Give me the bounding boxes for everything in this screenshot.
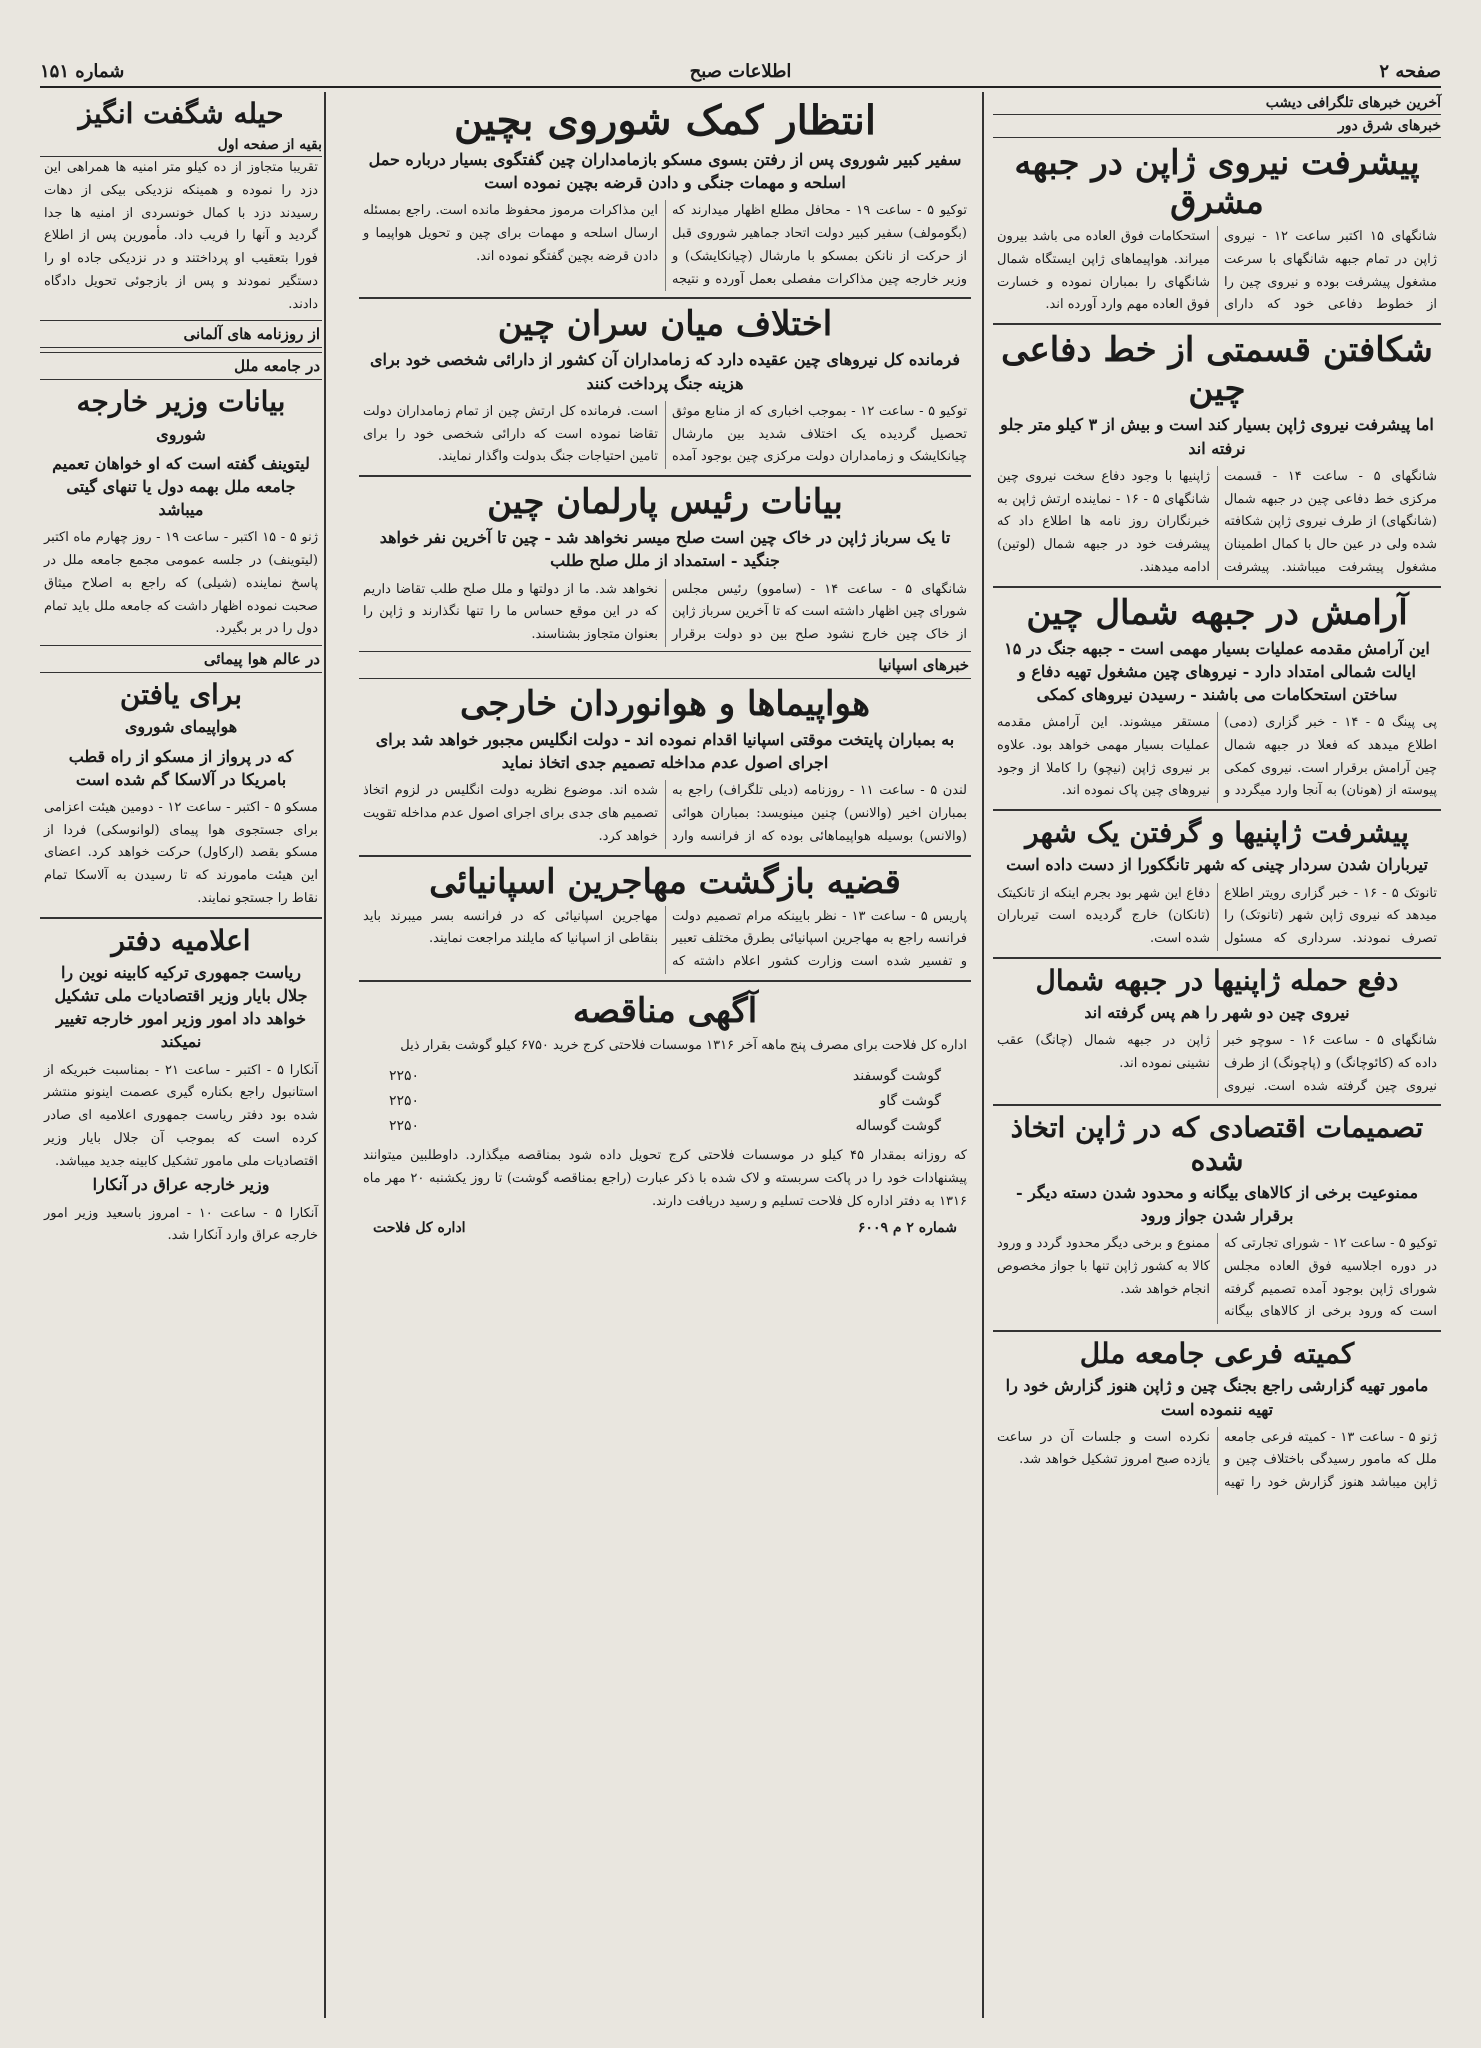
column-divider (982, 92, 984, 2018)
divider (993, 809, 1441, 811)
article-subhead: که در پرواز از مسکو از راه قطب بامریکا در آلاسکا گم شده است (68, 746, 294, 789)
article-subhead: تیرباران شدن سردار چینی که شهر تانگکورا از دست داده است (1006, 855, 1428, 875)
article-body: لندن ۵ - ساعت ۱۱ - روزنامه (دیلی تلگراف) راجع به بمباران اخیر (والانس) چنین مینویسد: بمباران هوائی (والانس) بوسیله هواپیماهائی بوده که از فرانسه وارد شده اند. موضوع نظریه دولت انگلیس در لزوم اتخاذ تصمیم های جدی برای اجرای اصول عدم مداخله تقویت خواهد کرد. (363, 783, 968, 844)
article-headline: انتظار کمک شوروی بچین (454, 97, 876, 144)
ad-item-name: گوشت گاو (879, 1092, 941, 1109)
article-subhead: سفیر کبیر شوروی پس از رفتن بسوی مسکو بازمامداران چین گفتگوی بسیار درباره حمل اسلحه و مهمات جنگی و دادن قرضه بچین نموده است (368, 150, 962, 193)
article-body: تانوتک ۵ - ۱۶ - خبر گزاری رویتر اطلاع میدهد که نیروی ژاپن شهر (تانوتک) را تصرف نمودند. سرداری که مسئول دفاع این شهر بود بجرم اینکه از تانکیتک (تانکان) خارج گردیده است تیرباران شده است. (997, 885, 1437, 947)
article-body: تقریبا متجاوز از ده کیلو متر امنیه ها همراهی این دزد را نموده و همینکه نزدیکی بیکی از دهات رسیدند دزد با کمال خونسردی از امنیه ها جدا گردید و آنها را فریب داد. مأمورین پس از اطلاع فورا بتعقیب او پرداختند و در نزدیکی جاده او را دستگیر نمودند و پس از بازجوئی تحویل دادگاه دادند. (44, 160, 318, 312)
article-body: مسکو ۵ - اکتبر - ساعت ۱۲ - دومین هیئت اعزامی برای جستجوی هوا پیمای (لوانوسکی) فردا از مسکو بقصد (ارکاول) حرکت خواهد کرد. اعضای این هیئت مامورند که تا رسیدن به آلاسکا تمام نقاط را جستجو نمایند. (44, 799, 318, 906)
ad-item (389, 1064, 941, 1089)
tender-ad (359, 980, 971, 1236)
article-subhead: اما پیشرفت نیروی ژاپن بسیار کند است و بیش از ۳ کیلو متر جلو نرفته اند (1000, 415, 1434, 458)
divider (359, 475, 971, 477)
divider (993, 1104, 1441, 1106)
article-subhead: شوروی (156, 424, 206, 444)
article-headline: پیشرفت ژاپنیها و گرفتن یک شهر (1025, 816, 1409, 850)
ad-item (389, 1114, 941, 1139)
article-headline: پیشرفت نیروی ژاپن در جبهه مشرق (1014, 143, 1420, 223)
article-subhead: نیروی چین دو شهر را هم پس گرفته اند (1084, 1002, 1350, 1022)
section-label: در عالم هوا پیمائی (40, 645, 322, 673)
kicker-far-east: خبرهای شرق دور (993, 115, 1441, 138)
section-label: از روزنامه های آلمانی (40, 320, 322, 348)
article-headline: تصمیمات اقتصادی که در ژاپن اتخاذ شده (1010, 1111, 1424, 1177)
article-body: آنکارا ۵ - ساعت ۱۰ - امروز باسعید وزیر امور خارجه عراق وارد آنکارا شد. (44, 1205, 318, 1244)
ad-issuer: اداره کل فلاحت (373, 1219, 466, 1236)
article-subhead: ممنوعیت برخی از کالاهای بیگانه و محدود شدن دسته دیگر - برقرار شدن جواز ورود (1015, 1182, 1419, 1225)
article-headline: دفع حمله ژاپنیها در جبهه شمال (1035, 963, 1399, 997)
article-headline: برای یافتن (119, 678, 243, 712)
article-body: شانگهای ۱۵ اکتبر ساعت ۱۲ - نیروی ژاپن در تمام جبهه شانگهای با سرعت مشغول پیشرفت بوده و نیروی چین را از خطوط دفاعی خود که دارای استحکامات فوق العاده می باشد بیرون میراند. هواپیماهای ژاپن ایستگاه شمال شانگهای را بمباران نموده و خسارت فوق العاده مهم وارد آورده اند. (997, 229, 1438, 313)
divider (993, 323, 1441, 325)
article-body: توکیو ۵ - ساعت ۱۲ - شورای تجارتی که در دوره اجلاسیه فوق العاده مجلس شورای ژاپن بوجود آمده تصمیم گرفته است که ورود برخی از کالاهای بیگانه ممنوع و برخی دیگر محدود گردد و ورود کالا به کشور ژاپن تنها با جواز مخصوص انجام خواهد شد. (997, 1236, 1437, 1320)
right-column (993, 92, 1441, 2018)
article-subhead: به بمباران پایتخت موقتی اسپانیا اقدام نموده اند - دولت انگلیس مجبور خواهد شد برای اجرای اصول عدم مداخله تصمیم جدی اتخاذ نماید (375, 729, 955, 773)
divider (359, 297, 971, 299)
ad-body: که روزانه بمقدار ۴۵ کیلو در موسسات فلاحتی کرج تحویل داده شود بمناقصه میگذارد. داوطلبین میتوانند پیشنهادات خود را در پاکت سربسته و لاک شده با ذکر عبارت (راجع بمناقصه گوشت) تا روز یکشنبه ۲۰ مهر ماه ۱۳۱۶ به دفتر اداره کل فلاحت تسلیم و رسید دریافت دارند. (363, 1148, 967, 1209)
article-headline: کمیته فرعی جامعه ملل (1079, 1337, 1355, 1371)
article-headline: شکافتن قسمتی از خط دفاعی چین (1001, 330, 1433, 410)
article-subhead: ریاست جمهوری ترکیه کابینه نوین را جلال بایار وزیر اقتصادیات ملی تشکیل خواهد داد امور وزیر امور خارجه تغییر نمیکند (54, 962, 308, 1052)
divider (993, 1330, 1441, 1332)
ad-ref-number: شماره ۲ م ۶۰۰۹ (857, 1219, 957, 1236)
ad-items (389, 1064, 941, 1140)
article-body: آنکارا ۵ - اکتبر - ساعت ۲۱ - بمناسبت خبریکه از استانبول راجع بکناره گیری عصمت اینونو منتشر شده بود دفتر ریاست جمهوری اعلامیه ای صادر کرده است که بموجب آن جلال بایار وزیر اقتصادیات ملی مامور تشکیل کابینه جدید میباشد. (44, 1062, 318, 1169)
article-subhead: فرمانده کل نیروهای چین عقیده دارد که زمامداران آن کشور از دارائی شخصی خود برای هزینه جنگ پرداخت کنند (369, 350, 961, 393)
paper-name: اطلاعات صبح (689, 60, 792, 82)
article-headline: بیانات رئیس پارلمان چین (487, 482, 843, 523)
article-headline: اختلاف میان سران چین (497, 304, 833, 345)
article-body: شانگهای ۵ - ساعت ۱۶ - سوچو خبر داده که (کائوچانگ) و (پاچونگ) از طرف نیروی چین گرفته شده است. نیروی ژاپن در جبهه شمال (چانگ) عقب نشینی نموده اند. (997, 1033, 1437, 1094)
divider (359, 855, 971, 857)
divider (993, 957, 1441, 959)
article-body: توکیو ۵ - ساعت ۱۹ - محافل مطلع اظهار میدارند که (بگومولف) سفیر کبیر دولت اتحاد جماهیر شوروی قبل از حرکت از نانکن بمسکو با مارشال (چیانکایشک) و وزیر خارجه چین مذاکرات مفصلی بعمل آورده و نتیجه این مذاکرات مرموز محفوظ مانده است. راجع بمسئله ارسال اسلحه و مهمات برای چین و تحویل هواپیما و دادن قرضه بچین گفتگو نموده اند. (363, 203, 967, 287)
ad-item-qty: ۲۲۵۰ (389, 1067, 420, 1084)
ad-item-name: گوشت گوساله (855, 1118, 941, 1135)
masthead (40, 56, 1441, 88)
divider (40, 917, 322, 919)
issue-number: شماره ۱۵۱ (40, 60, 125, 82)
section-label: در جامعه ملل (40, 352, 322, 380)
kicker-telegraph: آخرین خبرهای تلگرافی دیشب (993, 92, 1441, 115)
article-subhead: وزیر خارجه عراق در آنکارا (92, 1175, 270, 1195)
article-body: ژنو ۵ - ساعت ۱۳ - کمیته فرعی جامعه ملل که مامور رسیدگی باختلاف چین و ژاپن میباشد هنوز گزارش خود را تهیه نکرده است و جلسات آن در ساعت یازده صبح امروز تشکیل خواهد شد. (997, 1429, 1437, 1491)
article-subhead: هواپیمای شوروی (124, 717, 238, 737)
article-headline: بیانات وزیر خارجه (76, 385, 286, 419)
ad-headline: آگهی مناقصه (572, 990, 758, 1031)
ad-item-qty: ۲۲۵۰ (389, 1092, 420, 1109)
article-body: پی پینگ ۵ - ۱۴ - خبر گزاری (دمی) اطلاع میدهد که فعلا در جبهه شمال چین آرامش برقرار است. نیروی کمکی پیوسته از (هونان) به آنجا وارد میگردد و مستقر میشوند. این آرامش مقدمه عملیات بسیار مهمی خواهد بود. علاوه بر نیروی ژاپن (نیچو) را کاملا از وجود نیروهای چین پاک نموده اند. (997, 715, 1437, 799)
middle-column (359, 92, 971, 2018)
page-number: صفحه ۲ (1379, 60, 1441, 82)
article-subhead: مامور تهیه گزارشی راجع بجنگ چین و ژاپن هنوز گزارش خود را تهیه ننموده است (1005, 1376, 1429, 1419)
section-label: خبرهای اسپانیا (359, 651, 971, 679)
ad-intro: اداره کل فلاحت برای مصرف پنج ماهه آخر ۱۳۱۶ موسسات فلاحتی کرج خرید ۶۷۵۰ کیلو گوشت بقرار ذیل (400, 1037, 967, 1053)
article-headline: اعلامیه دفتر (111, 923, 251, 957)
ad-signature (373, 1220, 957, 1236)
article-subhead: تا یک سرباز ژاپن در خاک چین است صلح میسر نخواهد شد - چین تا آخرین نفر خواهد جنگید - استمداد از ملل صلح طلب (379, 528, 951, 571)
article-body: شانگهای ۵ - ساعت ۱۴ - قسمت مرکزی خط دفاعی چین در جبهه شمال (شانگهای) از طرف نیروی ژاپن شکافته شده ولی در عین حال با کمال اطمینان مشغول پیشرفت میباشند. پیشرفت ژاپنیها با وجود دفاع سخت نیروی چین شانگهای ۵ - ۱۶ - نماینده ارتش ژاپن به خبرنگاران روز نامه ها اطلاع داد که پیشرفت خود در جبهه شمال (لوتین) ادامه میدهند. (997, 468, 1438, 575)
left-column (40, 92, 322, 2018)
article-subhead: لیتوینف گفته است که او خواهان تعمیم جامعه ملل بهمه دول یا تنهای گیتی میباشد (52, 453, 310, 520)
article-body: ژنو ۵ - ۱۵ اکتبر - ساعت ۱۹ - روز چهارم ماه اکتبر (لیتوینف) در جلسه عمومی مجمع جامعه ملل در پاسخ نماینده (شیلی) که راجع به اصلاح میثاق صحبت نموده اظهار داشت که جامعه ملل باید تمام دول را در بر بگیرد. (44, 530, 318, 637)
article-headline: هواپیماها و هوانوردان خارجی (460, 683, 870, 724)
ad-item (389, 1089, 941, 1114)
article-body: توکیو ۵ - ساعت ۱۲ - بموجب اخباری که از منابع موثق تحصیل گردیده یک اختلاف شدید بین مارشال چیانکایشک و زمامداران دولت مرکزی چین بوجود آمده است. فرمانده کل ارتش چین از تمام زمامداران دولت تقاضا نموده است که دارائی شخصی خود را برای تامین احتیاجات جنگ بدولت واگذار نمایند. (363, 403, 967, 465)
article-body: شانگهای ۵ - ساعت ۱۴ - (ساموو) رئیس مجلس شورای چین اظهار داشته است که تا آخرین سرباز ژاپن از خاک چین خارج نشود صلح بین دو دولت برقرار نخواهد شد. ما از دولتها و ملل صلح طلب تقاضا داریم که در این موقع حساس ما را تنها نگذارند و ژاپن را بعنوان متجاوز بشناسند. (363, 581, 967, 643)
article-headline: آرامش در جبهه شمال چین (1026, 592, 1408, 633)
article-headline: قضیه بازگشت مهاجرین اسپانیائی (429, 861, 901, 902)
article-subhead: این آرامش مقدمه عملیات بسیار مهمی است - جبهه جنگ در ۱۵ ایالت شمالی امتداد دارد - نیروهای چین مشغول تهیه دفاع و ساختن استحکامات می باشند - رسیدن نیروهای کمکی (1004, 638, 1430, 704)
article-headline: حیله شگفت انگیز (78, 97, 284, 130)
ad-item-name: گوشت گوسفند (852, 1067, 941, 1084)
ad-item-qty: ۲۲۵۰ (389, 1118, 420, 1135)
divider (993, 586, 1441, 588)
article-body: پاریس ۵ - ساعت ۱۳ - نظر بایینکه مرام تصمیم دولت فرانسه راجع به مهاجرین اسپانیائی بطرق مختلف تعبیر و تفسیر شده است وزارت کشور اعلام داشته که مهاجرین اسپانیائی که در فرانسه بسر میبرند باید بنقاطی از اسپانیا که مایلند مراجعت نمایند. (363, 908, 967, 970)
kicker-continued: بقیه از صفحه اول (40, 134, 322, 157)
column-divider (324, 92, 326, 2018)
